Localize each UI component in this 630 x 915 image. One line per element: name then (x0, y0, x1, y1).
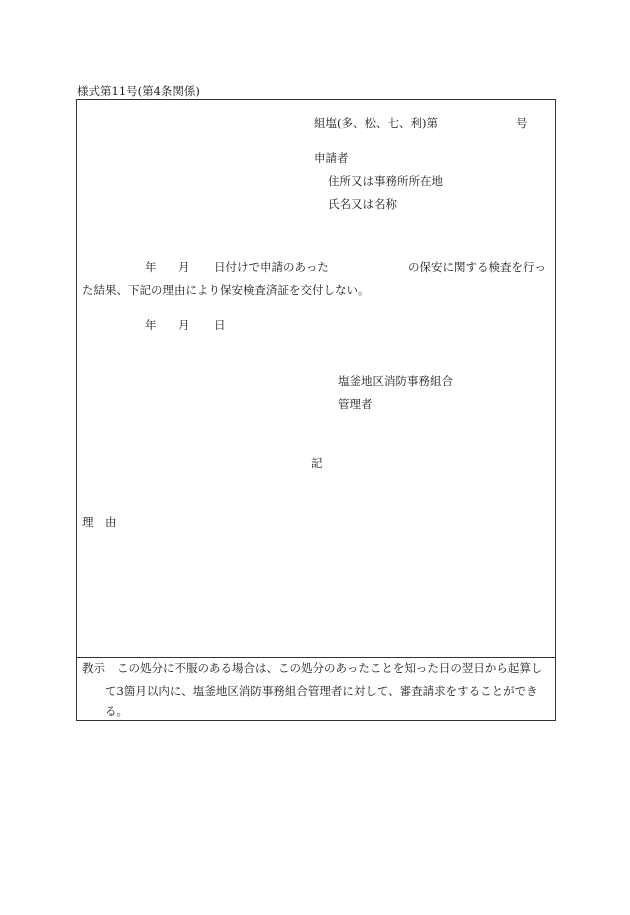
body-line1-date-suffix: 日付けで申請のあった (214, 260, 329, 274)
instruction-line1: この処分に不服のある場合は、この処分のあったことを知った日の翌日から起算し (117, 661, 543, 675)
body-month: 月 (178, 260, 190, 274)
form-frame (76, 99, 556, 721)
instruction-line3: る。 (105, 704, 128, 718)
body-line1-tail: の保安に関する検査を行っ (408, 260, 546, 274)
note-heading: 記 (311, 456, 323, 470)
document-number-prefix: 組塩(多、松、七、利)第 (314, 116, 438, 130)
issuer-title: 管理者 (338, 397, 373, 411)
issue-year: 年 (145, 318, 157, 332)
instruction-line2: て3箇月以内に、塩釜地区消防事務組合管理者に対して、審査請求をすることができ (105, 684, 538, 698)
applicant-address-label: 住所又は事務所所在地 (328, 174, 443, 188)
document-number-suffix: 号 (516, 116, 528, 130)
form-label: 様式第11号(第4条関係) (77, 84, 200, 98)
instruction-divider (76, 657, 556, 658)
issuer-organization: 塩釜地区消防事務組合 (338, 374, 453, 388)
applicant-title: 申請者 (314, 151, 349, 165)
instruction-label: 教示 (82, 661, 105, 675)
body-year: 年 (145, 260, 157, 274)
applicant-name-label: 氏名又は名称 (328, 197, 397, 211)
body-line2: た結果、下記の理由により保安検査済証を交付しない。 (82, 283, 370, 297)
issue-month: 月 (178, 318, 190, 332)
reason-label: 理 由 (82, 515, 117, 529)
issue-day: 日 (214, 318, 226, 332)
